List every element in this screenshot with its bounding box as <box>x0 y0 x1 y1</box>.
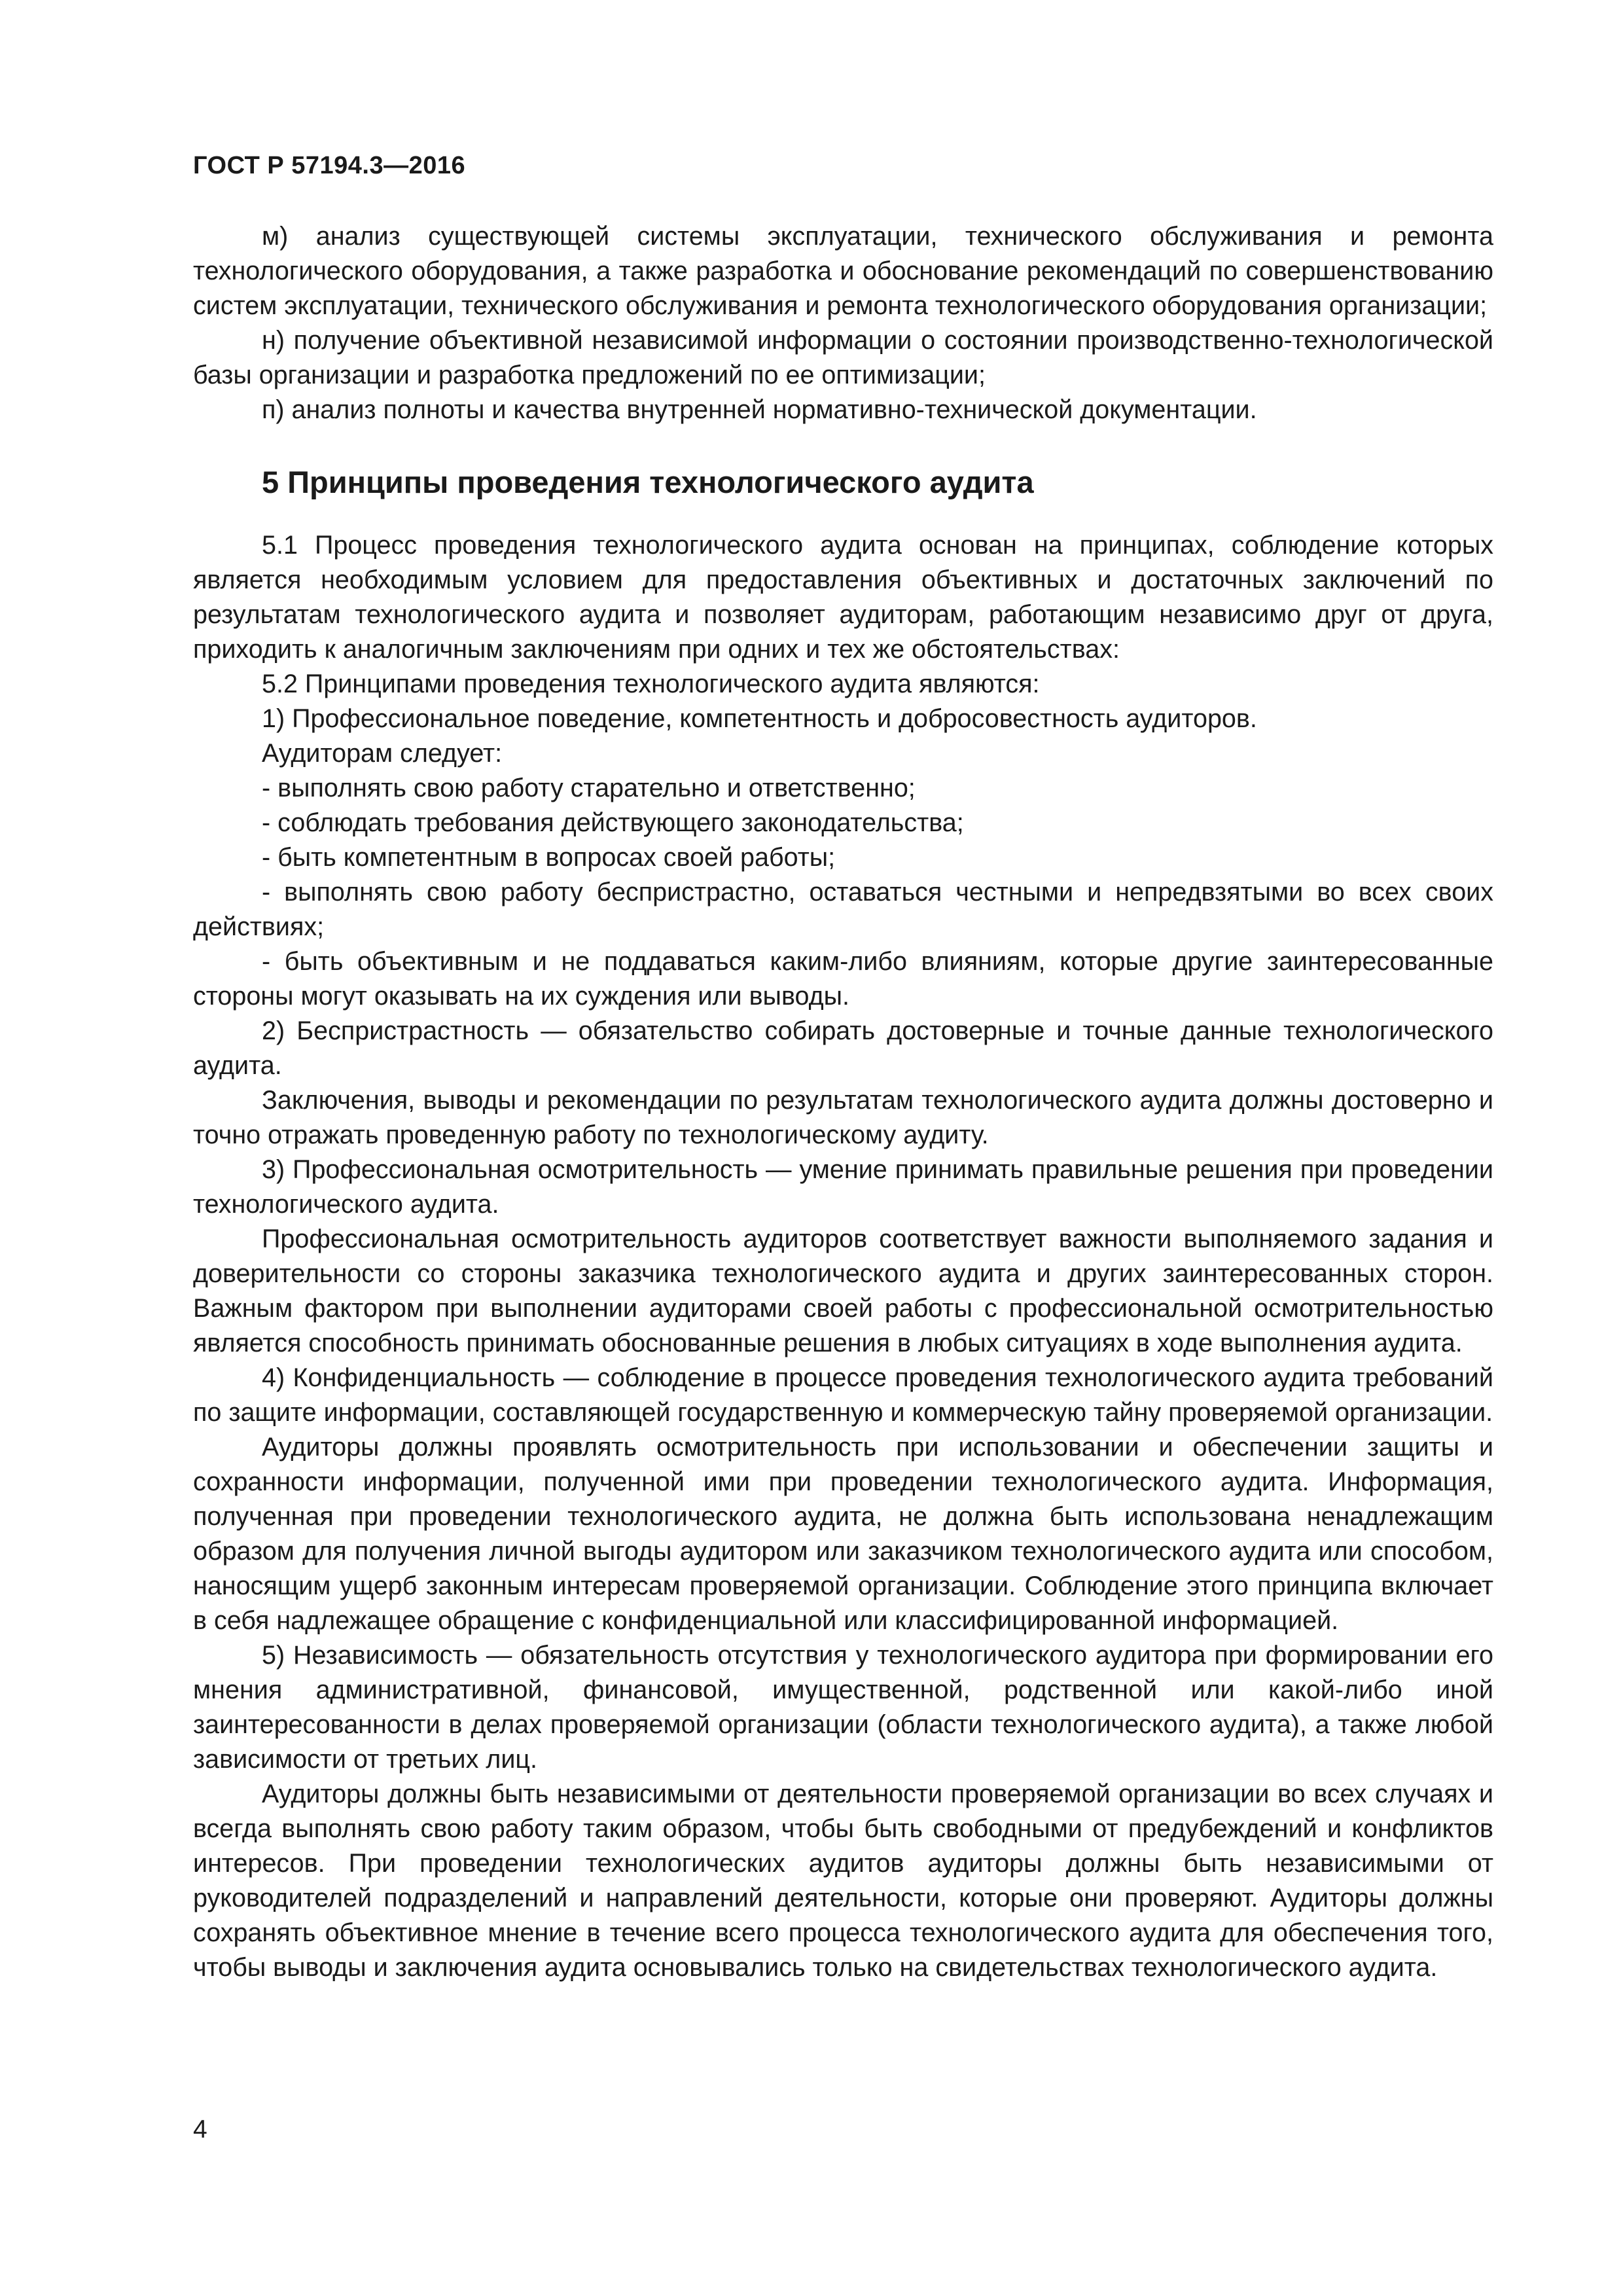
paragraph: 3) Профессиональная осмотрительность — умение принимать правильные решения при проведении технологического аудита. <box>193 1155 1493 1219</box>
paragraph: 5) Независимость — обязательность отсутствия у технологического аудитора при формировании его мнения административной, финансовой, имущественной, родственной или какой-либо иной заинтересованности в делах проверяемой организации (области технологического аудита), а также любой зависимости от третьих лиц. <box>193 1641 1493 1774</box>
paragraph: Аудиторам следует: <box>262 739 503 768</box>
section-title: 5 Принципы проведения технологического аудита <box>262 465 1034 499</box>
bullet-item: - выполнять свою работу старательно и ответственно; <box>262 774 916 802</box>
paragraph: 5.1 Процесс проведения технологического аудита основан на принципах, соблюдение которых является необходимым условием для предоставления объективных и достаточных заключений по результатам технологического аудита и позволяет аудиторам, работающим независимо друг от друга, приходить к аналогичным заключениям при одних и тех же обстоятельствах: <box>193 531 1493 664</box>
paragraph: 2) Беспристрастность — обязательство собирать достоверные и точные данные технологического аудита. <box>193 1016 1493 1080</box>
document-body <box>193 219 1493 1985</box>
paragraph: Аудиторы должны быть независимыми от деятельности проверяемой организации во всех случаях и всегда выполнять свою работу таким образом, чтобы быть свободными от предубеждений и конфликтов интересов. При проведении технологических аудитов аудиторы должны быть независимыми от руководителей подразделений и направлений деятельности, которые они проверяют. Аудиторы должны сохранять объективное мнение в течение всего процесса технологического аудита для обеспечения того, чтобы выводы и заключения аудита основывались только на свидетельствах технологического аудита. <box>193 1780 1493 1982</box>
list-item-p: п) анализ полноты и качества внутренней нормативно-технической документации. <box>262 395 1257 424</box>
bullet-item: - соблюдать требования действующего законодательства; <box>262 808 964 837</box>
list-item-n: н) получение объективной независимой информации о состоянии производственно-технологической базы организации и разработка предложений по ее оптимизации; <box>193 326 1493 389</box>
paragraph: Аудиторы должны проявлять осмотрительность при использовании и обеспечении защиты и сохранности информации, полученной ими при проведении технологического аудита. Информация, полученная при проведении технологического аудита, не должна быть использована ненадлежащим образом для получения личной выгоды аудитором или заказчиком технологического аудита или способом, наносящим ущерб законным интересам проверяемой организации. Соблюдение этого принципа включает в себя надлежащее обращение с конфиденциальной или классифицированной информацией. <box>193 1433 1493 1635</box>
page-number: 4 <box>193 2115 207 2144</box>
bullet-item: - быть компетентным в вопросах своей работы; <box>262 843 836 872</box>
bullet-item: - быть объективным и не поддаваться каким-либо влияниям, которые другие заинтересованные стороны могут оказывать на их суждения или выводы. <box>193 947 1493 1011</box>
paragraph: 4) Конфиденциальность — соблюдение в процессе проведения технологического аудита требований по защите информации, составляющей государственную и коммерческую тайну проверяемой организации. <box>193 1363 1493 1427</box>
standard-designation: ГОСТ Р 57194.3—2016 <box>193 152 466 179</box>
paragraph: Заключения, выводы и рекомендации по результатам технологического аудита должны достоверно и точно отражать проведенную работу по технологическому аудиту. <box>193 1086 1493 1149</box>
paragraph: Профессиональная осмотрительность аудиторов соответствует важности выполняемого задания и доверительности со стороны заказчика технологического аудита и других заинтересованных сторон. Важным фактором при выполнении аудиторами своей работы с профессиональной осмотрительностью является способность принимать обоснованные решения в любых ситуациях в ходе выполнения аудита. <box>193 1225 1493 1357</box>
paragraph: 1) Профессиональное поведение, компетентность и добросовестность аудиторов. <box>262 704 1257 733</box>
bullet-item: - выполнять свою работу беспристрастно, оставаться честными и непредвзятыми во всех своих действиях; <box>193 878 1493 941</box>
paragraph: 5.2 Принципами проведения технологического аудита являются: <box>262 670 1040 698</box>
list-item-m: м) анализ существующей системы эксплуатации, технического обслуживания и ремонта технологического оборудования, а также разработка и обоснование рекомендаций по совершенствованию систем эксплуатации, технического обслуживания и ремонта технологического оборудования организации; <box>193 222 1493 320</box>
